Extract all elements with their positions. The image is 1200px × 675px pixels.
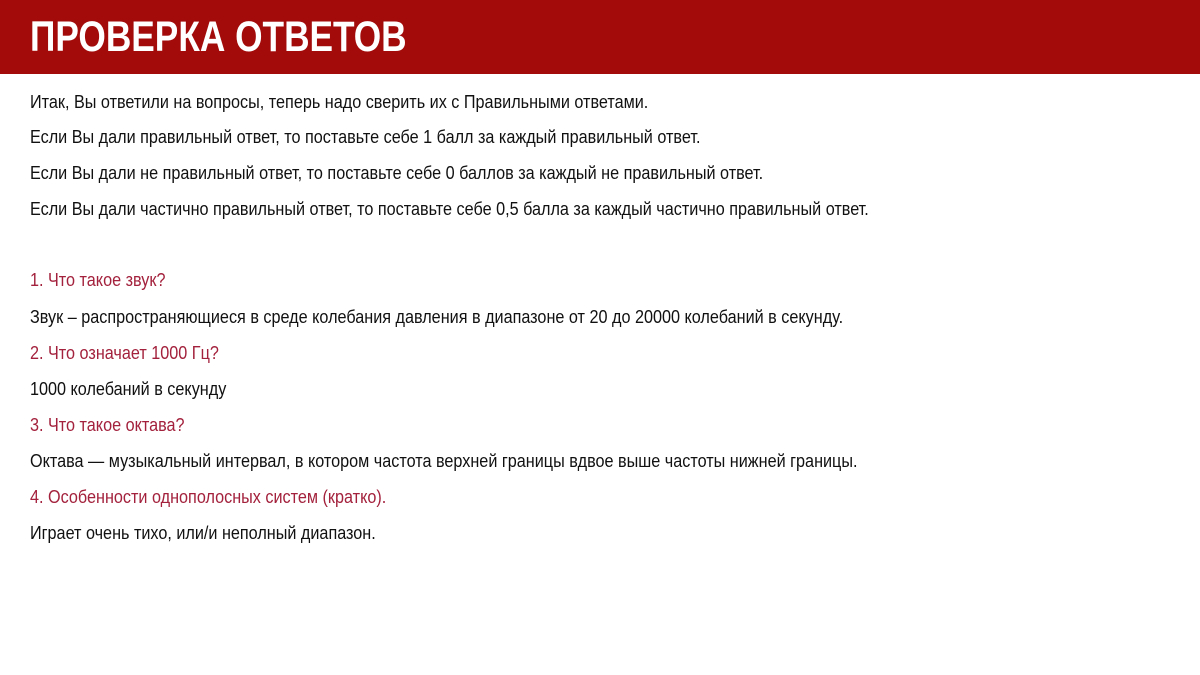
answer-2: 1000 колебаний в секунду [30,379,227,399]
question-4: 4. Особенности однополосных систем (кратко). [30,487,387,507]
slide-header [0,0,1200,74]
intro-line-4: Если Вы дали частично правильный ответ, то поставьте себе 0,5 балла за каждый частично правильный ответ. [30,199,869,219]
answer-1: Звук – распространяющиеся в среде колебания давления в диапазоне от 20 до 20000 колебаний в секунду. [30,307,844,327]
question-3: 3. Что такое октава? [30,415,185,435]
answer-4: Играет очень тихо, или/и неполный диапазон. [30,523,376,543]
question-2: 2. Что означает 1000 Гц? [30,343,219,363]
answer-3: Октава — музыкальный интервал, в котором частота верхней границы вдвое выше частоты нижней границы. [30,451,858,471]
intro-line-3: Если Вы дали не правильный ответ, то поставьте себе 0 баллов за каждый не правильный ответ. [30,163,764,183]
page-title: ПРОВЕРКА ОТВЕТОВ [30,13,407,61]
intro-line-1: Итак, Вы ответили на вопросы, теперь надо сверить их с Правильными ответами. [30,92,649,112]
question-1: 1. Что такое звук? [30,270,166,290]
intro-line-2: Если Вы дали правильный ответ, то поставьте себе 1 балл за каждый правильный ответ. [30,127,701,147]
